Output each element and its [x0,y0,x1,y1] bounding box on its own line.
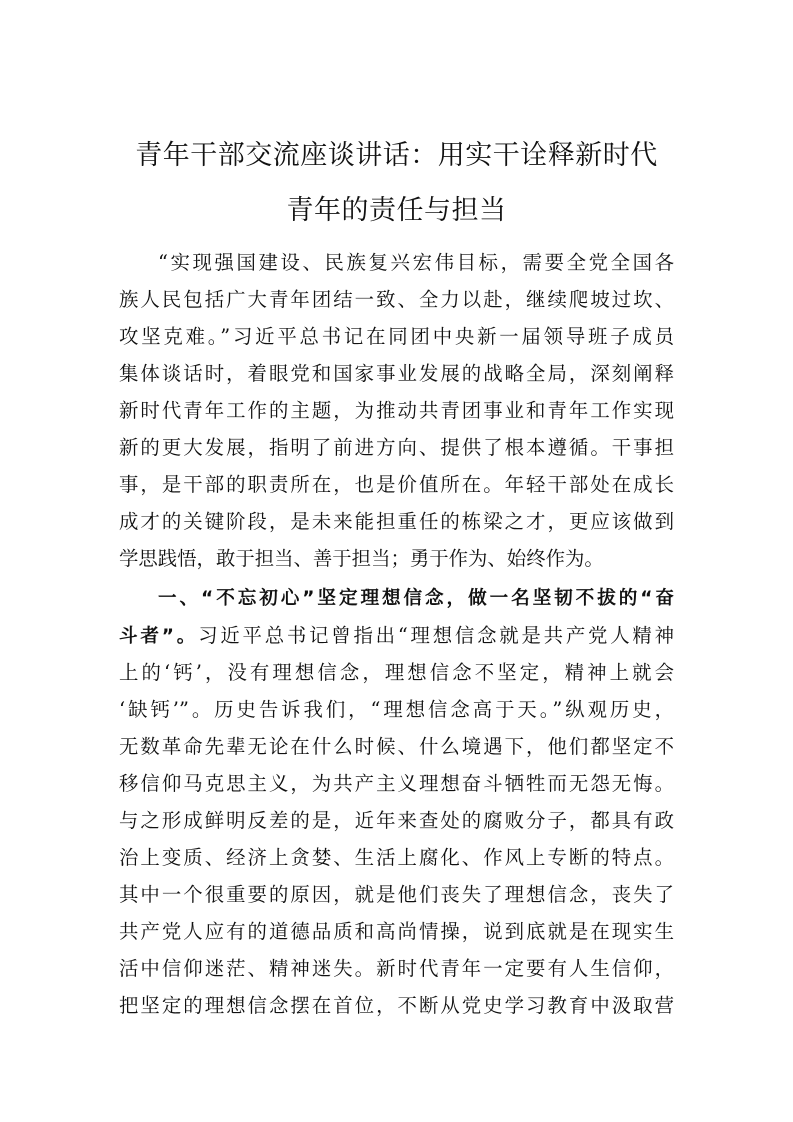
section-heading: 一、“不忘初心”坚定理想信念，做一名坚韧不拔的“奋 [158,588,674,609]
body-line: 治上变质、经济上贪婪、生活上腐化、作风上专断的特点。 [119,846,674,869]
document-title-line-1: 青年干部交流座谈讲话：用实干诠释新时代 [135,140,658,171]
intro-line: 成才的关键阶段，是未来能担重任的栋梁之才，更应该做到 [119,510,674,533]
body-line: 共产党人应有的道德品质和高尚情操，说到底就是在现实生 [119,920,674,943]
intro-line: 事，是干部的职责所在，也是价值所在。年轻干部处在成长 [119,473,674,496]
body-line: 与之形成鲜明反差的是，近年来查处的腐败分子，都具有政 [119,809,674,832]
intro-line: “实现强国建设、民族复兴宏伟目标，需要全党全国各 [158,251,674,274]
body-line: 活中信仰迷茫、精神迷失。新时代青年一定要有人生信仰， [119,957,674,980]
intro-line: 学思践悟，敢于担当、善于担当；勇于作为、始终作为。 [119,547,604,570]
intro-line: 集体谈话时，着眼党和国家事业发展的战略全局，深刻阐释 [119,362,674,385]
body-line: 其中一个很重要的原因，就是他们丧失了理想信念，丧失了 [119,883,674,906]
body-line: 上的‘钙’，没有理想信念，理想信念不坚定，精神上就会 [119,661,674,684]
section-first-line [119,623,674,649]
body-line: 移信仰马克思主义，为共产主义理想奋斗牺牲而无怨无悔。 [119,772,674,795]
body-line: ‘缺钙’”。历史告诉我们，“理想信念高于天。”纵观历史， [119,698,674,721]
section-first-line-text: 习近平总书记曾指出“理想信念就是共产党人精神 [198,624,674,647]
body-line: 无数革命先辈无论在什么时候、什么境遇下，他们都坚定不 [119,735,674,758]
document-title-line-2: 青年的责任与担当 [286,195,507,226]
intro-line: 族人民包括广大青年团结一致、全力以赴，继续爬坡过坎、 [119,288,674,311]
body-line: 把坚定的理想信念摆在首位，不断从党史学习教育中汲取营 [119,994,674,1017]
intro-line: 新时代青年工作的主题，为推动共青团事业和青年工作实现 [119,399,674,422]
section-heading-continued: 斗者”。 [119,626,199,647]
intro-line: 新的更大发展，指明了前进方向、提供了根本遵循。干事担 [119,436,674,459]
intro-line: 攻坚克难。”习近平总书记在同团中央新一届领导班子成员 [119,325,674,348]
